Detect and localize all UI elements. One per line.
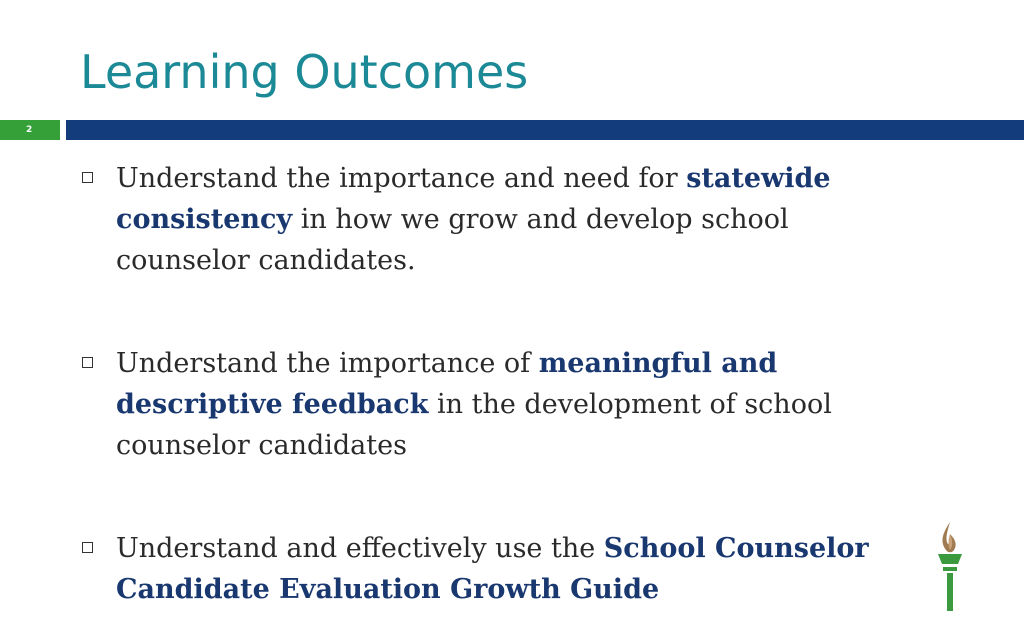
torch-cup	[938, 554, 962, 564]
list-item	[80, 158, 900, 281]
square-bullet-icon	[82, 542, 93, 553]
torch-collar	[943, 567, 957, 571]
list-item	[80, 343, 900, 466]
bullet-text: Understand the importance and need for	[116, 163, 687, 194]
bullet-text: Understand the importance of	[116, 348, 539, 379]
slide-title: Learning Outcomes	[80, 45, 529, 99]
torch-icon	[928, 520, 972, 614]
square-bullet-icon	[82, 172, 93, 183]
bullet-emphasis: meaningful and descriptive feedback	[116, 348, 778, 420]
square-bullet-icon	[82, 357, 93, 368]
bullet-text: in how we grow and develop school counselor candidates.	[116, 204, 789, 276]
slide-number: 2	[26, 125, 33, 135]
bullet-text: Understand and effectively use the	[116, 533, 604, 564]
torch-flame	[943, 522, 956, 552]
list-item	[80, 528, 900, 610]
torch-handle	[947, 573, 953, 611]
bullet-text: in the development of school counselor candidates	[116, 389, 832, 461]
slide-number-bar	[0, 120, 60, 140]
bullet-emphasis: statewide consistency	[116, 163, 831, 235]
bullet-emphasis: School Counselor Candidate Evaluation Growth Guide	[116, 533, 869, 605]
bullet-list	[80, 158, 900, 610]
title-rule	[66, 120, 1024, 140]
